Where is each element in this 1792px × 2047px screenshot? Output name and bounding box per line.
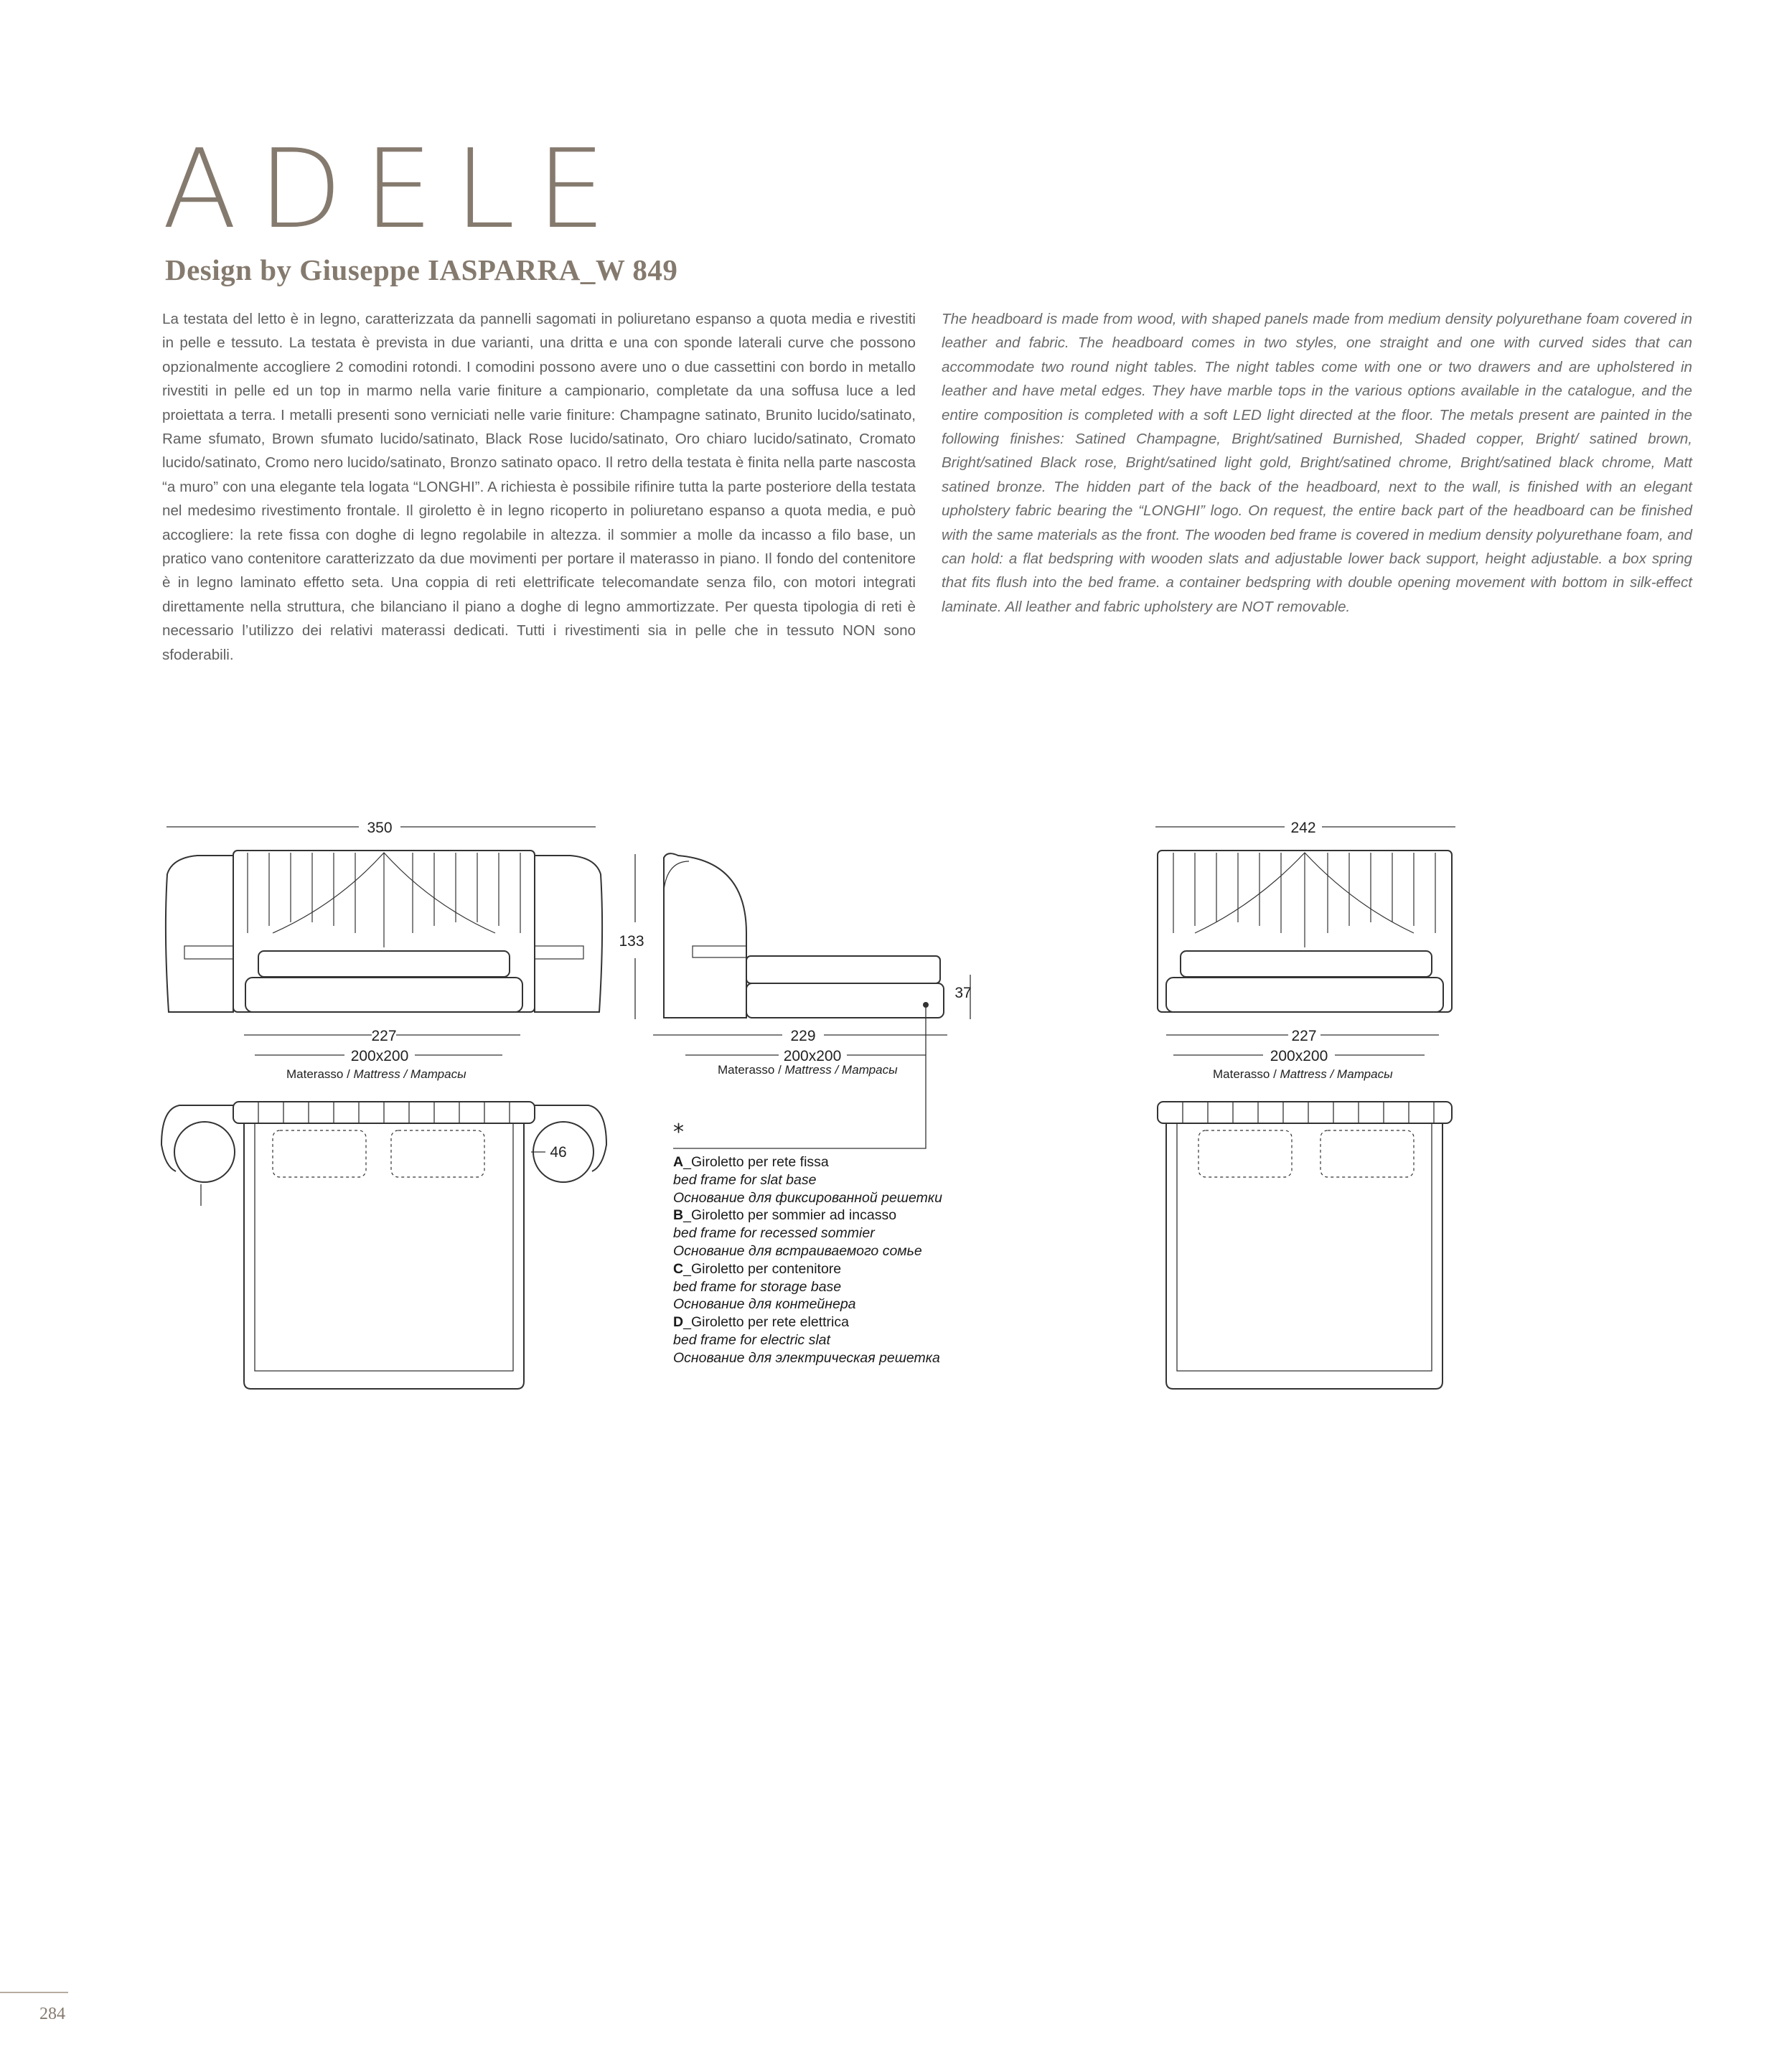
- page-number-rule: [0, 1992, 68, 1993]
- bed-frame-legend: [673, 1153, 989, 1367]
- mattress-label-it: Materasso /: [718, 1063, 782, 1077]
- legend-label-it: _Giroletto per sommier ad incasso: [683, 1207, 897, 1224]
- designer-subtitle: Design by Giuseppe IASPARRA_W 849: [165, 253, 678, 286]
- legend-letter: A: [673, 1154, 684, 1170]
- dim-straight-width: 242: [1290, 820, 1316, 836]
- legend-letter: B: [673, 1207, 684, 1224]
- legend-letter: C: [673, 1260, 684, 1277]
- straight-bed-front-view: [1155, 827, 1455, 1055]
- mattress-caption-side: [718, 1063, 898, 1077]
- page-number: 284: [39, 2005, 65, 2023]
- legend-item-a-ru: Основание для фиксированной решетки: [673, 1189, 942, 1206]
- dim-curved-mattress: 200x200: [350, 1048, 409, 1064]
- mattress-caption-curved: [286, 1067, 466, 1081]
- mattress-label-ru: Матрасы: [1336, 1067, 1393, 1081]
- curved-bed-front-view: [166, 827, 602, 1055]
- description-italian: La testata del letto è in legno, caratterizzata da pannelli sagomati in poliuretano espanso a quota media e rivestiti in pelle e tessuto. La testata è prevista in due varianti, una dritta e una con sponde laterali curve che possono opzionalmente accogliere 2 comodini rotondi. I comodini possono avere uno o due cassettini con bordo in metallo rivestiti in pelle ed un top in marmo nella varie finiture a campionario, completate da una soffusa luce a led proiettata a terra. I metalli presenti sono verniciati nelle varie finiture: Champagne satinato, Brunito lucido/satinato, Rame sfumato, Brown sfumato lucido/satinato, Black Rose lucido/satinato, Oro chiaro lucido/satinato, Cromato lucido/satinato, Cromo nero lucido/satinato, Bronzo satinato opaco. Il retro della testata è finita nella parte nascosta “a muro” con una elegante tela logata “LONGHI”. A richiesta è possibile rifinire tutta la parte posteriore della testata nel medesimo rivestimento frontale. Il giroletto è in legno ricoperto in poliuretano espanso a quota media, e può accogliere: la rete fissa con doghe di legno regolabile in altezza. il sommier a molle da incasso a filo base, un pratico vano contenitore caratterizzato da due movimenti per portare il materasso in piano. Il fondo del contenitore è in legno laminato effetto seta. Una coppia di reti elettrificate telecomandate senza filo, con motori integrati direttamente nella struttura, che bilanciano il piano a doghe di legno ammortizzate. Per questa tipologia di reti è necessario l’utilizzo dei relativi materassi dedicati. Tutti i rivestimenti sia in pelle che in tessuto NON sono sfoderabili.: [162, 311, 916, 663]
- mattress-label-ru: Матрасы: [841, 1063, 898, 1077]
- legend-item-d-it: [673, 1313, 989, 1331]
- dim-curved-width: 350: [367, 820, 393, 836]
- legend-label-it: _Giroletto per rete fissa: [683, 1154, 829, 1170]
- dim-straight-frame-width: 227: [1291, 1028, 1317, 1044]
- legend-letter: D: [673, 1314, 684, 1331]
- legend-asterisk: *: [673, 1120, 684, 1145]
- legend-item-b-ru: Основание для встраиваемого сомье: [673, 1242, 922, 1259]
- legend-item-d-ru: Основание для электрическая решетка: [673, 1349, 940, 1366]
- dim-straight-mattress: 200x200: [1270, 1048, 1328, 1064]
- legend-label-it: _Giroletto per rete elettrica: [683, 1314, 849, 1331]
- mattress-label-it: Materasso /: [286, 1067, 350, 1081]
- dim-nightstand-diameter: 46: [550, 1144, 567, 1161]
- straight-bed-plan-view: [1158, 1102, 1452, 1389]
- dim-side-length: 229: [790, 1028, 816, 1044]
- dim-frame-height: 37: [954, 985, 972, 1001]
- mattress-label-en: Mattress /: [353, 1067, 408, 1081]
- legend-label-it: _Giroletto per contenitore: [683, 1260, 842, 1277]
- mattress-label-en: Mattress /: [1280, 1067, 1334, 1081]
- legend-item-b-en: bed frame for recessed sommier: [673, 1225, 875, 1242]
- legend-item-d-en: bed frame for electric slat: [673, 1331, 830, 1348]
- legend-item-c-ru: Основание для контейнера: [673, 1296, 856, 1313]
- legend-item-c-it: [673, 1260, 989, 1278]
- dim-side-mattress: 200x200: [783, 1048, 842, 1064]
- product-title: ADELE: [162, 126, 627, 253]
- mattress-label-en: Mattress /: [784, 1063, 839, 1077]
- dim-curved-frame-width: 227: [371, 1028, 397, 1044]
- mattress-label-it: Materasso /: [1213, 1067, 1277, 1081]
- dim-height: 133: [619, 933, 644, 950]
- legend-item-a-en: bed frame for slat base: [673, 1171, 817, 1188]
- curved-bed-plan-view: [161, 1102, 606, 1389]
- mattress-label-ru: Матрасы: [410, 1067, 466, 1081]
- description-english: The headboard is made from wood, with shaped panels made from medium density polyurethane foam covered in leather and fabric. The headboard comes in two styles, one straight and one with curved sides that can accommodate two round night tables. The night tables come with one or two drawers and are upholstered in leather and have metal edges. They have marble tops in the various options available in the catalogue, and the entire composition is completed with a soft LED light directed at the floor. The metals present are painted in the following finishes: Satined Champagne, Bright/satined Burnished, Shaded copper, Bright/ satined brown, Bright/satined Black rose, Bright/satined light gold, Bright/satined chrome, Bright/satined black chrome, Matt satined bronze. The hidden part of the back of the headboard, next to the wall, is finished with an elegant upholstery fabric bearing the “LONGHI” logo. On request, the entire back part of the headboard can be finished with the same materials as the front. The wooden bed frame is covered in medium density polyurethane foam, and can hold: a flat bedspring with wooden slats and adjustable lower back support, height adjustable. a box spring that fits flush into the bed frame. a container bedspring with double opening movement with bottom in silk-effect laminate. All leather and fabric upholstery are NOT removable.: [942, 311, 1692, 615]
- legend-item-a-it: [673, 1153, 989, 1171]
- mattress-caption-straight: [1213, 1067, 1393, 1081]
- bed-side-view: [635, 853, 970, 1148]
- legend-item-c-en: bed frame for storage base: [673, 1278, 842, 1295]
- legend-item-b-it: [673, 1207, 989, 1224]
